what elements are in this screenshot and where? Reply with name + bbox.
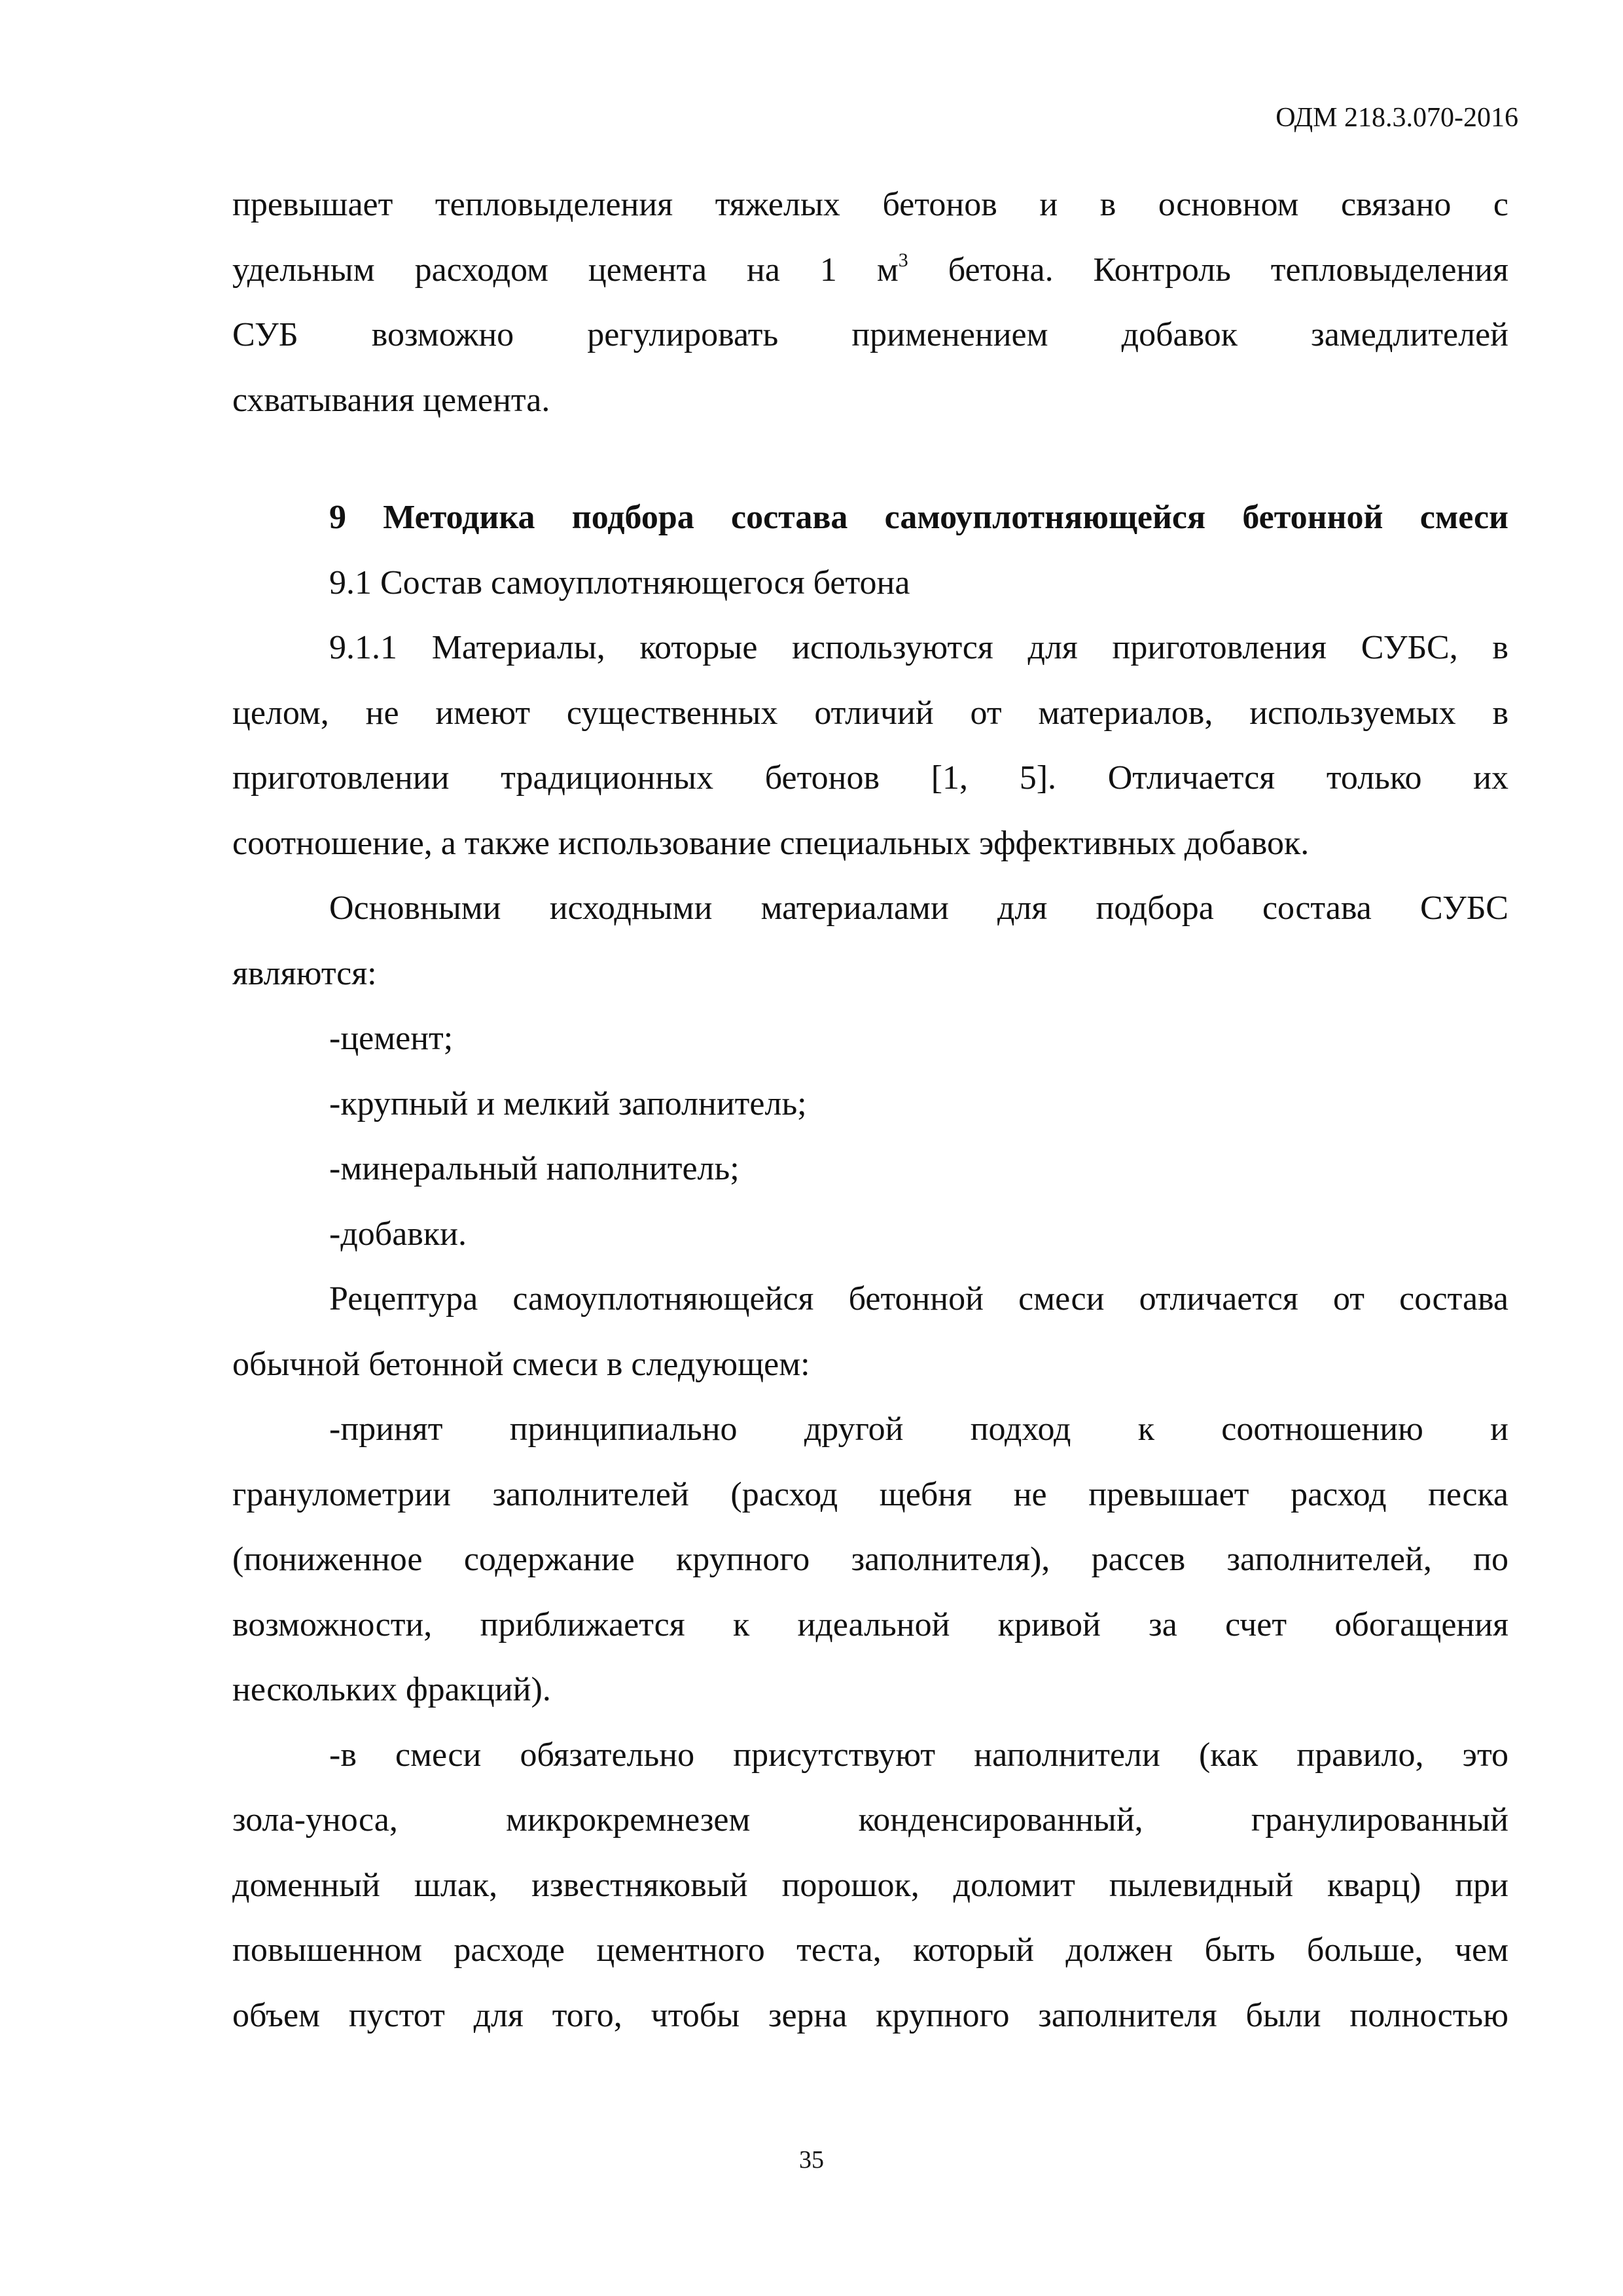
- list-item: -крупный и мелкий заполнитель;: [329, 1085, 807, 1122]
- list-item: -минеральный наполнитель;: [329, 1150, 740, 1187]
- recipe-intro-line-2: обычной бетонной смеси в следующем:: [232, 1345, 810, 1383]
- recipe-intro-line-1: Рецептура самоуплотняющейся бетонной смеси отличается от состава: [329, 1280, 1508, 1318]
- recipe-item-1-line-1: -принят принципиально другой подход к соотношению и: [329, 1410, 1508, 1448]
- list-item: -добавки.: [329, 1215, 467, 1253]
- intro-line-2-text-end: бетона. Контроль тепловыделения: [908, 251, 1508, 289]
- document-header: ОДМ 218.3.070-2016: [1275, 103, 1518, 133]
- recipe-item-2-line-5: объем пустот для того, чтобы зерна крупного заполнителя были полностью: [232, 1996, 1508, 2034]
- list-item: -цемент;: [329, 1020, 454, 1057]
- materials-intro-line-1: Основными исходными материалами для подбора состава СУБС: [329, 889, 1508, 927]
- recipe-item-2-line-2: зола-уноса, микрокремнезем конденсированный, гранулированный: [232, 1801, 1508, 1839]
- recipe-item-2-line-1: -в смеси обязательно присутствуют наполнители (как правило, это: [329, 1736, 1508, 1774]
- recipe-item-1-line-2: гранулометрии заполнителей (расход щебня не превышает расход песка: [232, 1475, 1508, 1513]
- recipe-item-1-line-5: нескольких фракций).: [232, 1671, 551, 1708]
- intro-line-2: [232, 238, 1508, 303]
- clause-911-line-2: целом, не имеют существенных отличий от материалов, используемых в: [232, 694, 1508, 732]
- page-number: 35: [799, 2146, 824, 2174]
- recipe-item-1-line-4: возможности, приближается к идеальной кривой за счет обогащения: [232, 1605, 1508, 1643]
- clause-911-line-3: приготовлении традиционных бетонов [1, 5]. Отличается только их: [232, 759, 1508, 797]
- cubic-superscript: 3: [898, 249, 908, 271]
- recipe-item-2-line-4: повышенном расходе цементного теста, который должен быть больше, чем: [232, 1931, 1508, 1969]
- page-body: [232, 172, 1508, 2048]
- clause-911-line-4: соотношение, а также использование специальных эффективных добавок.: [232, 824, 1310, 862]
- section-heading: 9 Методика подбора состава самоуплотняющейся бетонной смеси: [329, 499, 1508, 536]
- materials-intro-line-2: являются:: [232, 954, 377, 992]
- intro-line-3: СУБ возможно регулировать применением добавок замедлителей: [232, 316, 1508, 353]
- intro-line-2-text: удельным расходом цемента на 1 м: [232, 251, 899, 289]
- recipe-item-2-line-3: доменный шлак, известняковый порошок, доломит пылевидный кварц) при: [232, 1866, 1508, 1904]
- intro-line-4: схватывания цемента.: [232, 381, 550, 419]
- recipe-item-1-line-3: (пониженное содержание крупного заполнителя), рассев заполнителей, по: [232, 1541, 1508, 1578]
- subsection-heading: 9.1 Состав самоуплотняющегося бетона: [329, 564, 910, 601]
- clause-911-line-1: 9.1.1 Материалы, которые используются для приготовления СУБС, в: [329, 629, 1508, 666]
- intro-line-1: превышает тепловыделения тяжелых бетонов и в основном связано с: [232, 186, 1508, 223]
